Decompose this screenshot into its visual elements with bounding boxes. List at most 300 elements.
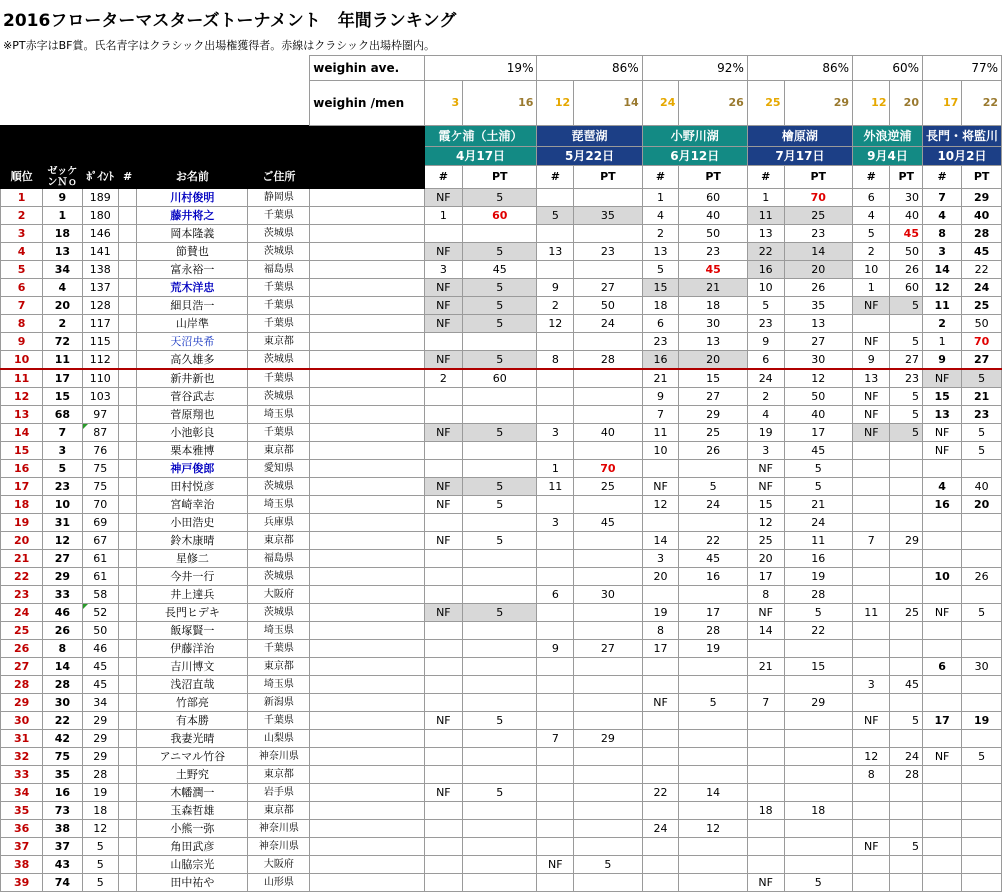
zekken-cell: 37 [43, 838, 82, 856]
venue-2-pt [574, 604, 642, 622]
venue-5-rank [853, 442, 890, 460]
venue-6-rank: 1 [922, 333, 961, 351]
venue-1-rank: NF [424, 784, 462, 802]
points-cell: 45 [82, 676, 118, 694]
points-cell: 19 [82, 784, 118, 802]
venue-1-pt-header: PT [463, 166, 537, 189]
spacer-cell [310, 820, 424, 838]
venue-1-rank [424, 460, 462, 478]
zekken-cell: 16 [43, 784, 82, 802]
venue-5-rank: 10 [853, 261, 890, 279]
points-cell: 180 [82, 207, 118, 225]
points-cell: 18 [82, 802, 118, 820]
venue-5-rank [853, 496, 890, 514]
venue-5-pt [890, 460, 923, 478]
venue-6-pt [962, 784, 1002, 802]
venue-6-pt [962, 802, 1002, 820]
rank-cell: 4 [1, 243, 43, 261]
prefecture-cell: 山形県 [248, 874, 310, 892]
table-row [1, 658, 1002, 676]
num-cell [118, 261, 136, 279]
venue-6-pt: 23 [962, 406, 1002, 424]
table-row [1, 460, 1002, 478]
venue-5-pt [890, 514, 923, 532]
spacer-cell [310, 586, 424, 604]
venue-2-pt [574, 838, 642, 856]
venue-3-pt: 19 [679, 640, 747, 658]
venue-5-rank: 5 [853, 225, 890, 243]
venue-3-pt: 45 [679, 550, 747, 568]
name-cell: 飯塚賢一 [137, 622, 248, 640]
venue-3-rank: 13 [642, 243, 679, 261]
venue-2-pt: 40 [574, 424, 642, 442]
spacer-cell [310, 261, 424, 279]
venue-3-rank [642, 766, 679, 784]
num-cell [118, 424, 136, 442]
venue-2-pt [574, 442, 642, 460]
venue-1-pt: 5 [463, 532, 537, 550]
venue-2-pt [574, 261, 642, 279]
spacer-cell [310, 676, 424, 694]
num-cell [118, 460, 136, 478]
venue-5-rank: NF [853, 838, 890, 856]
rank-cell: 23 [1, 586, 43, 604]
venue-4-rank: 12 [747, 514, 784, 532]
name-cell: 小熊一弥 [137, 820, 248, 838]
venue-4-pt: 14 [784, 243, 852, 261]
venue-3-rank [642, 856, 679, 874]
venue-4-rank: 6 [747, 351, 784, 370]
venue-2-rank [537, 820, 574, 838]
prefecture-cell: 埼玉県 [248, 622, 310, 640]
venue-3-pt: 29 [679, 406, 747, 424]
venue-5-rank: 1 [853, 279, 890, 297]
venue-2-rank: 3 [537, 424, 574, 442]
weighin-count-6: 17 [922, 81, 961, 126]
venue-5-rank: 6 [853, 189, 890, 207]
prefecture-cell: 千葉県 [248, 640, 310, 658]
spacer-cell [310, 351, 424, 370]
venue-6-pt: 5 [962, 748, 1002, 766]
zekken-cell: 75 [43, 748, 82, 766]
venue-6-rank: NF [922, 369, 961, 388]
venue-6-pt: 30 [962, 658, 1002, 676]
spacer-cell [310, 802, 424, 820]
table-row [1, 225, 1002, 243]
venue-4-pt: 28 [784, 586, 852, 604]
venue-5-pt [890, 874, 923, 892]
rank-cell: 22 [1, 568, 43, 586]
venue-2-pt [574, 496, 642, 514]
venue-5-rank [853, 315, 890, 333]
venue-6-pt [962, 550, 1002, 568]
table-row [1, 820, 1002, 838]
venue-1-pt: 5 [463, 297, 537, 315]
table-row [1, 802, 1002, 820]
num-cell [118, 784, 136, 802]
spacer-cell [310, 640, 424, 658]
name-cell: 細貝浩一 [137, 297, 248, 315]
venue-2-pt [574, 766, 642, 784]
num-cell [118, 189, 136, 207]
venue-1-rank [424, 874, 462, 892]
venue-2-pt-header: PT [574, 166, 642, 189]
venue-2-rank [537, 802, 574, 820]
prefecture-cell: 新潟県 [248, 694, 310, 712]
venue-4-rank: 1 [747, 189, 784, 207]
table-row [1, 442, 1002, 460]
table-row [1, 388, 1002, 406]
venue-6-pt: 26 [962, 568, 1002, 586]
venue-6-pt [962, 514, 1002, 532]
venue-1-num-header: # [424, 166, 462, 189]
venue-3-num-header: # [642, 166, 679, 189]
name-cell: アニマル竹谷 [137, 748, 248, 766]
venue-1-pt [463, 658, 537, 676]
rank-cell: 14 [1, 424, 43, 442]
spacer-cell [310, 730, 424, 748]
venue-3-rank: 6 [642, 315, 679, 333]
venue-3-rank [642, 712, 679, 730]
points-cell: 103 [82, 388, 118, 406]
venue-4-rank: 2 [747, 388, 784, 406]
venue-6-rank [922, 676, 961, 694]
name-cell: 神戸俊郎 [137, 460, 248, 478]
rank-cell: 25 [1, 622, 43, 640]
header-spacer [1, 81, 310, 126]
venue-3-pt: 45 [679, 261, 747, 279]
num-cell [118, 640, 136, 658]
venue-5-pt: 5 [890, 406, 923, 424]
spacer-cell [310, 550, 424, 568]
points-cell: 76 [82, 442, 118, 460]
venue-4-rank: 20 [747, 550, 784, 568]
weighin-count-1: 3 [424, 81, 462, 126]
rank-cell: 27 [1, 658, 43, 676]
venue-5-pt [890, 568, 923, 586]
num-cell [118, 802, 136, 820]
venue-4-pt: 35 [784, 297, 852, 315]
venue-2-rank [537, 676, 574, 694]
prefecture-cell: 千葉県 [248, 297, 310, 315]
venue-2-pt: 24 [574, 315, 642, 333]
name-cell: 菅谷武志 [137, 388, 248, 406]
venue-1-pt: 5 [463, 351, 537, 370]
table-row [1, 622, 1002, 640]
rank-cell: 36 [1, 820, 43, 838]
zekken-cell: 31 [43, 514, 82, 532]
zekken-cell: 30 [43, 694, 82, 712]
venue-1-pt [463, 676, 537, 694]
weighin-count-4: 25 [747, 81, 784, 126]
table-row [1, 838, 1002, 856]
num-cell [118, 496, 136, 514]
rank-cell: 3 [1, 225, 43, 243]
venue-1-rank [424, 442, 462, 460]
venue-1-pt [463, 514, 537, 532]
venue-1-pt [463, 442, 537, 460]
venue-1-rank: NF [424, 351, 462, 370]
num-cell [118, 622, 136, 640]
points-cell: 5 [82, 874, 118, 892]
venue-5-pt-header: PT [890, 166, 923, 189]
name-cell: 小田浩史 [137, 514, 248, 532]
venue-4-pt: 13 [784, 315, 852, 333]
venue-5-pt [890, 730, 923, 748]
venue-1-pt [463, 460, 537, 478]
venue-4-pt: 30 [784, 351, 852, 370]
num-cell [118, 333, 136, 351]
venue-2-pt: 28 [574, 351, 642, 370]
venue-name-6: 長門・将監川 [922, 126, 1001, 147]
venue-4-pt: 17 [784, 424, 852, 442]
rank-cell: 13 [1, 406, 43, 424]
venue-2-pt [574, 225, 642, 243]
prefecture-cell: 神奈川県 [248, 820, 310, 838]
venue-4-pt: 25 [784, 207, 852, 225]
venue-2-pt [574, 784, 642, 802]
venue-3-rank: 1 [642, 189, 679, 207]
spacer-cell [310, 604, 424, 622]
venue-1-rank [424, 225, 462, 243]
venue-5-rank: 8 [853, 766, 890, 784]
venue-6-pt: 40 [962, 207, 1002, 225]
venue-1-pt: 5 [463, 496, 537, 514]
venue-5-pt: 28 [890, 766, 923, 784]
zekken-cell: 5 [43, 460, 82, 478]
venue-date-4: 7月17日 [747, 147, 852, 166]
spacer-cell [310, 460, 424, 478]
zekken-cell: 13 [43, 243, 82, 261]
venue-5-pt: 40 [890, 207, 923, 225]
venue-5-pt [890, 802, 923, 820]
zekken-cell: 10 [43, 496, 82, 514]
prefecture-cell: 埼玉県 [248, 406, 310, 424]
venue-5-pt [890, 496, 923, 514]
spacer-cell [310, 514, 424, 532]
rank-cell: 8 [1, 315, 43, 333]
name-cell: 岡本隆義 [137, 225, 248, 243]
weighin-count-5: 12 [853, 81, 890, 126]
rank-cell: 9 [1, 333, 43, 351]
venue-2-pt: 50 [574, 297, 642, 315]
zekken-cell: 27 [43, 550, 82, 568]
num-cell [118, 315, 136, 333]
table-row [1, 640, 1002, 658]
venue-4-rank: 10 [747, 279, 784, 297]
venue-1-rank [424, 514, 462, 532]
weighin-count-3: 24 [642, 81, 679, 126]
venue-5-rank [853, 622, 890, 640]
name-cell: 田村悦彦 [137, 478, 248, 496]
venue-4-rank [747, 784, 784, 802]
venue-1-pt: 5 [463, 478, 537, 496]
venue-5-pt [890, 442, 923, 460]
venue-1-rank: 2 [424, 369, 462, 388]
rank-cell: 5 [1, 261, 43, 279]
venue-3-rank [642, 676, 679, 694]
table-row [1, 784, 1002, 802]
header-black-top [1, 126, 310, 147]
prefecture-cell: 千葉県 [248, 369, 310, 388]
venue-5-rank: NF [853, 424, 890, 442]
points-cell: 29 [82, 712, 118, 730]
venue-6-pt [962, 820, 1002, 838]
rank-cell: 32 [1, 748, 43, 766]
venue-6-pt [962, 532, 1002, 550]
table-row [1, 586, 1002, 604]
venue-4-pt [784, 676, 852, 694]
venue-3-rank: 10 [642, 442, 679, 460]
venue-6-rank [922, 532, 961, 550]
venue-2-rank [537, 189, 574, 207]
venue-date-5: 9月4日 [853, 147, 923, 166]
prefecture-cell: 福島県 [248, 261, 310, 279]
venue-6-pt [962, 874, 1002, 892]
spacer-cell [310, 784, 424, 802]
header-black-top-b [310, 126, 424, 147]
venue-2-rank: 3 [537, 514, 574, 532]
venue-3-rank [642, 460, 679, 478]
venue-5-rank: 4 [853, 207, 890, 225]
zekken-cell: 29 [43, 568, 82, 586]
venue-2-rank [537, 874, 574, 892]
name-cell: 角田武彦 [137, 838, 248, 856]
prefecture-cell: 静岡県 [248, 189, 310, 207]
venue-6-pt: 20 [962, 496, 1002, 514]
venue-1-pt: 60 [463, 369, 537, 388]
spacer-cell [310, 424, 424, 442]
zekken-cell: 9 [43, 189, 82, 207]
rank-cell: 39 [1, 874, 43, 892]
zekken-cell: 34 [43, 261, 82, 279]
venue-3-rank [642, 658, 679, 676]
venue-1-pt [463, 406, 537, 424]
venue-5-rank [853, 568, 890, 586]
name-cell: 星修二 [137, 550, 248, 568]
zekken-cell: 68 [43, 406, 82, 424]
venue-5-pt [890, 550, 923, 568]
name-cell: 小池彰良 [137, 424, 248, 442]
weighin-pct-1: 19% [424, 56, 537, 81]
venue-1-pt [463, 856, 537, 874]
venue-1-pt: 5 [463, 189, 537, 207]
venue-6-rank: 3 [922, 243, 961, 261]
name-cell: 玉森哲雄 [137, 802, 248, 820]
venue-6-rank [922, 640, 961, 658]
points-cell: 117 [82, 315, 118, 333]
points-cell: 87 [82, 424, 118, 442]
venue-3-pt: 22 [679, 532, 747, 550]
zekken-cell: 74 [43, 874, 82, 892]
venue-1-pt [463, 694, 537, 712]
venue-5-pt: 26 [890, 261, 923, 279]
entrants-count-1: 16 [463, 81, 537, 126]
spacer-cell [310, 297, 424, 315]
venue-4-rank: 17 [747, 568, 784, 586]
venue-5-pt: 5 [890, 712, 923, 730]
venue-5-rank: 13 [853, 369, 890, 388]
venue-4-pt [784, 730, 852, 748]
venue-4-pt: 15 [784, 658, 852, 676]
num-cell [118, 514, 136, 532]
venue-1-pt [463, 622, 537, 640]
venue-4-rank: 7 [747, 694, 784, 712]
points-cell: 46 [82, 640, 118, 658]
venue-3-pt: 50 [679, 225, 747, 243]
num-cell [118, 207, 136, 225]
venue-2-rank [537, 766, 574, 784]
name-cell: 荒木洋忠 [137, 279, 248, 297]
venue-5-pt: 5 [890, 838, 923, 856]
venue-4-rank: 18 [747, 802, 784, 820]
prefecture-cell: 茨城県 [248, 604, 310, 622]
venue-5-num-header: # [853, 166, 890, 189]
points-cell: 45 [82, 658, 118, 676]
venue-3-pt [679, 514, 747, 532]
venue-3-rank: 19 [642, 604, 679, 622]
points-cell: 67 [82, 532, 118, 550]
venue-6-rank: NF [922, 748, 961, 766]
venue-2-rank [537, 388, 574, 406]
venue-3-pt: 15 [679, 369, 747, 388]
name-cell: 長門ヒデキ [137, 604, 248, 622]
venue-5-pt [890, 820, 923, 838]
venue-2-pt: 45 [574, 514, 642, 532]
prefecture-cell: 茨城県 [248, 243, 310, 261]
venue-3-rank: 3 [642, 550, 679, 568]
prefecture-cell: 東京都 [248, 658, 310, 676]
table-row [1, 748, 1002, 766]
venue-4-rank: 5 [747, 297, 784, 315]
venue-2-rank [537, 369, 574, 388]
venue-5-rank [853, 658, 890, 676]
points-cell: 69 [82, 514, 118, 532]
col-header-spacer [310, 166, 424, 189]
points-cell: 75 [82, 460, 118, 478]
venue-5-rank [853, 802, 890, 820]
weighin-pct-3: 92% [642, 56, 747, 81]
venue-4-pt: 40 [784, 406, 852, 424]
venue-5-rank [853, 478, 890, 496]
venue-1-pt [463, 225, 537, 243]
venue-6-rank [922, 622, 961, 640]
venue-3-rank: 2 [642, 225, 679, 243]
venue-1-pt: 60 [463, 207, 537, 225]
venue-1-rank: NF [424, 189, 462, 207]
spacer-cell [310, 243, 424, 261]
name-cell: 川村俊明 [137, 189, 248, 207]
venue-3-rank: 20 [642, 568, 679, 586]
venue-4-pt [784, 640, 852, 658]
venue-3-rank: 11 [642, 424, 679, 442]
rank-cell: 35 [1, 802, 43, 820]
venue-name-4: 檜原湖 [747, 126, 852, 147]
prefecture-cell: 茨城県 [248, 388, 310, 406]
spacer-cell [310, 532, 424, 550]
venue-3-pt: 13 [679, 333, 747, 351]
spacer-cell [310, 442, 424, 460]
prefecture-cell: 東京都 [248, 802, 310, 820]
venue-5-pt: 27 [890, 351, 923, 370]
num-cell [118, 532, 136, 550]
weighin-men-label: weighin /men [310, 81, 424, 126]
venue-3-pt [679, 802, 747, 820]
venue-1-pt: 5 [463, 784, 537, 802]
venue-5-pt: 29 [890, 532, 923, 550]
table-row [1, 496, 1002, 514]
venue-4-rank: 24 [747, 369, 784, 388]
